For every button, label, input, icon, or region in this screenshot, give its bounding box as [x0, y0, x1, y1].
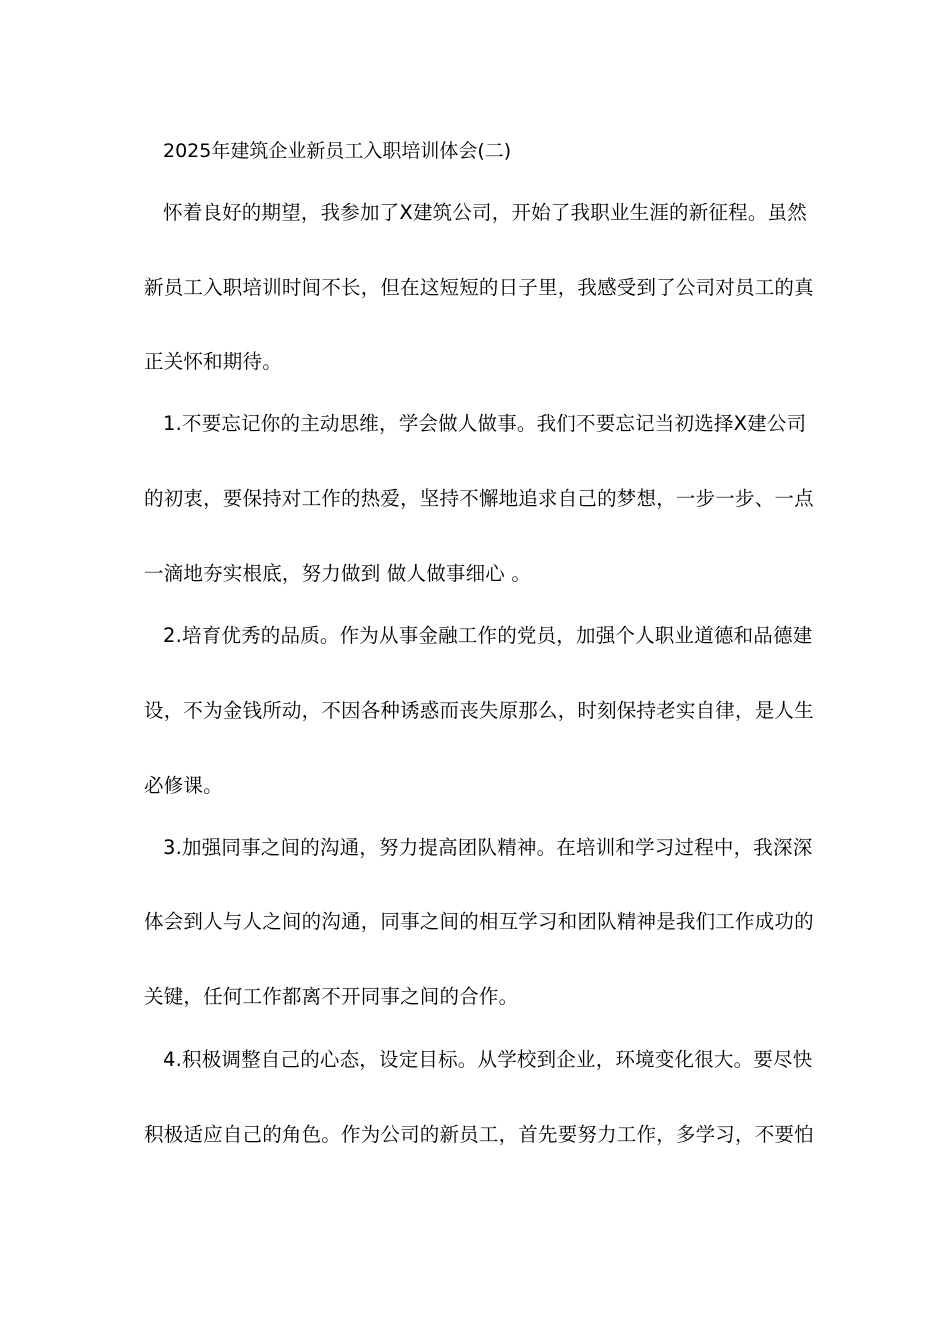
paragraph-line: 新员工入职培训时间不长，但在这短短的日子里，我感受到了公司对员工的真	[144, 276, 814, 299]
paragraph-line: 一滴地夯实根底，努力做到 做人做事细心 。	[144, 562, 532, 585]
paragraph-line: 1.不要忘记你的主动思维，学会做人做事。我们不要忘记当初选择X建公司	[163, 412, 807, 435]
paragraph-line: 体会到人与人之间的沟通，同事之间的相互学习和团队精神是我们工作成功的	[144, 910, 814, 933]
document-title: 2025年建筑企业新员工入职培训体会(二)	[163, 140, 512, 162]
paragraph-line: 关键，任何工作都离不开同事之间的合作。	[144, 985, 519, 1008]
paragraph-line: 正关怀和期待。	[144, 350, 282, 373]
paragraph-line: 3.加强同事之间的沟通，努力提高团队精神。在培训和学习过程中，我深深	[163, 836, 813, 859]
paragraph-line: 设，不为金钱所动，不因各种诱惑而丧失原那么，时刻保持老实自律，是人生	[144, 699, 814, 722]
paragraph-line: 4.积极调整自己的心态，设定目标。从学校到企业，环境变化很大。要尽快	[163, 1048, 813, 1071]
paragraph-line: 积极适应自己的角色。作为公司的新员工，首先要努力工作，多学习，不要怕	[144, 1123, 814, 1146]
paragraph-line: 必修课。	[144, 774, 223, 797]
paragraph-line: 的初衷，要保持对工作的热爱，坚持不懈地追求自己的梦想，一步一步、一点	[144, 487, 814, 510]
paragraph-line: 2.培育优秀的品质。作为从事金融工作的党员，加强个人职业道德和品德建	[163, 624, 813, 647]
paragraph-line: 怀着良好的期望，我参加了X建筑公司，开始了我职业生涯的新征程。虽然	[163, 201, 807, 224]
